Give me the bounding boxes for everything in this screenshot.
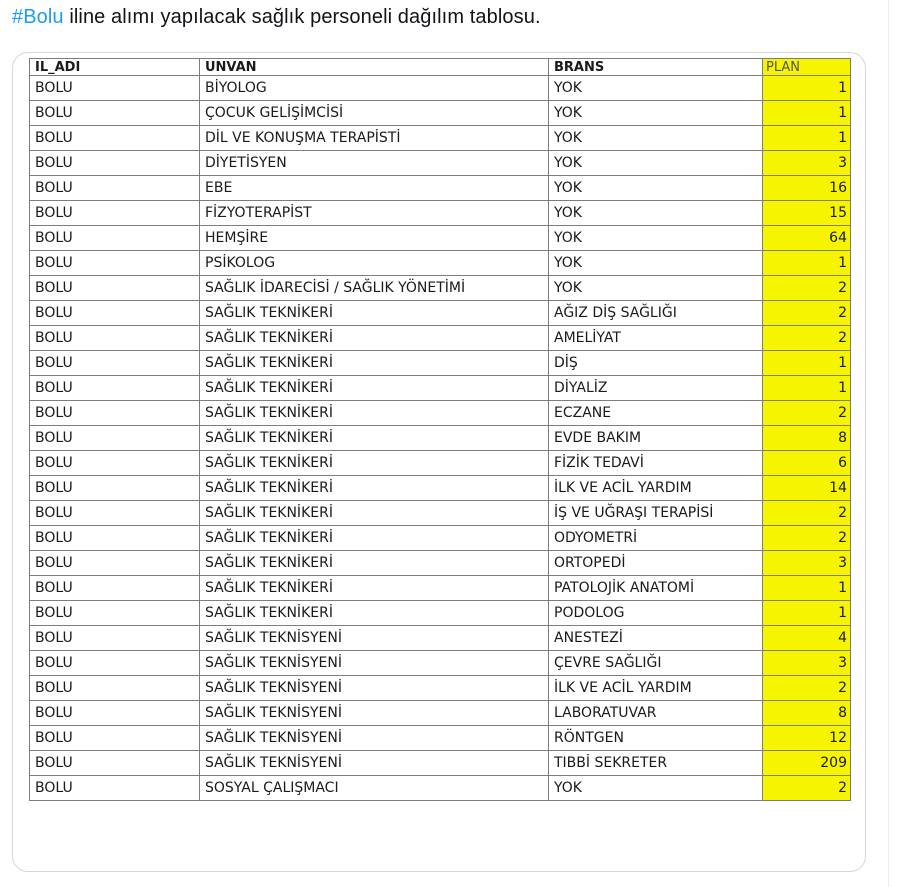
column-header-unvan: UNVAN: [200, 59, 549, 76]
cell-brans: YOK: [549, 151, 763, 176]
column-header-brans: BRANS: [549, 59, 763, 76]
cell-il-adi: BOLU: [30, 301, 200, 326]
table-row: [30, 601, 851, 626]
cell-il-adi: BOLU: [30, 751, 200, 776]
cell-brans: RÖNTGEN: [549, 726, 763, 751]
cell-il-adi: BOLU: [30, 476, 200, 501]
cell-il-adi: BOLU: [30, 151, 200, 176]
cell-brans: FİZİK TEDAVİ: [549, 451, 763, 476]
tweet-body: iline alımı yapılacak sağlık personeli dağılım tablosu.: [63, 6, 541, 28]
cell-brans: YOK: [549, 176, 763, 201]
cell-brans: AĞIZ DİŞ SAĞLIĞI: [549, 301, 763, 326]
cell-unvan: SAĞLIK TEKNİKERİ: [200, 401, 549, 426]
cell-il-adi: BOLU: [30, 676, 200, 701]
cell-brans: ODYOMETRİ: [549, 526, 763, 551]
table-row: [30, 351, 851, 376]
cell-il-adi: BOLU: [30, 76, 200, 101]
cell-il-adi: BOLU: [30, 426, 200, 451]
table-row: [30, 526, 851, 551]
cell-unvan: SAĞLIK TEKNİKERİ: [200, 376, 549, 401]
table-header-row: [30, 59, 851, 76]
cell-il-adi: BOLU: [30, 651, 200, 676]
cell-unvan: SAĞLIK TEKNİSYENİ: [200, 701, 549, 726]
table-row: [30, 251, 851, 276]
cell-brans: YOK: [549, 226, 763, 251]
cell-brans: ECZANE: [549, 401, 763, 426]
cell-unvan: SAĞLIK TEKNİSYENİ: [200, 676, 549, 701]
cell-brans: YOK: [549, 126, 763, 151]
cell-plan: 2: [763, 676, 851, 701]
table-row: [30, 126, 851, 151]
cell-plan: 2: [763, 326, 851, 351]
table-row: [30, 626, 851, 651]
cell-brans: YOK: [549, 251, 763, 276]
cell-unvan: SAĞLIK TEKNİSYENİ: [200, 651, 549, 676]
table-row: [30, 726, 851, 751]
cell-unvan: SAĞLIK TEKNİKERİ: [200, 326, 549, 351]
cell-plan: 1: [763, 76, 851, 101]
cell-plan: 2: [763, 526, 851, 551]
cell-unvan: SOSYAL ÇALIŞMACI: [200, 776, 549, 801]
table-body: [30, 76, 851, 801]
table-row: [30, 751, 851, 776]
table-row: [30, 476, 851, 501]
cell-plan: 12: [763, 726, 851, 751]
cell-unvan: DİYETİSYEN: [200, 151, 549, 176]
table-row: [30, 226, 851, 251]
cell-brans: İLK VE ACİL YARDIM: [549, 676, 763, 701]
cell-unvan: SAĞLIK TEKNİKERİ: [200, 576, 549, 601]
cell-unvan: SAĞLIK TEKNİKERİ: [200, 451, 549, 476]
cell-brans: ÇEVRE SAĞLIĞI: [549, 651, 763, 676]
timeline-divider: [888, 0, 889, 887]
cell-il-adi: BOLU: [30, 251, 200, 276]
cell-unvan: DİL VE KONUŞMA TERAPİSTİ: [200, 126, 549, 151]
cell-brans: ANESTEZİ: [549, 626, 763, 651]
cell-il-adi: BOLU: [30, 326, 200, 351]
table-row: [30, 301, 851, 326]
column-header-plan: PLAN: [763, 59, 851, 76]
cell-il-adi: BOLU: [30, 226, 200, 251]
cell-plan: 15: [763, 201, 851, 226]
column-header-il-adi: IL_ADI: [30, 59, 200, 76]
cell-plan: 2: [763, 276, 851, 301]
cell-plan: 1: [763, 126, 851, 151]
cell-unvan: SAĞLIK TEKNİSYENİ: [200, 726, 549, 751]
cell-brans: LABORATUVAR: [549, 701, 763, 726]
cell-unvan: SAĞLIK TEKNİKERİ: [200, 526, 549, 551]
cell-il-adi: BOLU: [30, 526, 200, 551]
cell-il-adi: BOLU: [30, 376, 200, 401]
cell-il-adi: BOLU: [30, 201, 200, 226]
cell-il-adi: BOLU: [30, 701, 200, 726]
cell-plan: 2: [763, 301, 851, 326]
cell-plan: 14: [763, 476, 851, 501]
cell-unvan: SAĞLIK TEKNİSYENİ: [200, 751, 549, 776]
cell-brans: TIBBİ SEKRETER: [549, 751, 763, 776]
table-row: [30, 776, 851, 801]
personnel-table: [29, 58, 851, 801]
cell-plan: 2: [763, 501, 851, 526]
cell-plan: 209: [763, 751, 851, 776]
tweet-text: [12, 6, 541, 29]
cell-plan: 6: [763, 451, 851, 476]
table-row: [30, 76, 851, 101]
cell-brans: YOK: [549, 76, 763, 101]
cell-plan: 1: [763, 101, 851, 126]
cell-unvan: SAĞLIK TEKNİKERİ: [200, 476, 549, 501]
cell-plan: 1: [763, 251, 851, 276]
cell-brans: PATOLOJİK ANATOMİ: [549, 576, 763, 601]
cell-plan: 1: [763, 376, 851, 401]
table-row: [30, 401, 851, 426]
cell-unvan: SAĞLIK TEKNİKERİ: [200, 351, 549, 376]
cell-plan: 16: [763, 176, 851, 201]
table-row: [30, 276, 851, 301]
cell-brans: İŞ VE UĞRAŞI TERAPİSİ: [549, 501, 763, 526]
cell-il-adi: BOLU: [30, 551, 200, 576]
tweet-media-image[interactable]: [12, 52, 866, 872]
table-row: [30, 576, 851, 601]
cell-brans: DİŞ: [549, 351, 763, 376]
cell-brans: İLK VE ACİL YARDIM: [549, 476, 763, 501]
cell-plan: 2: [763, 776, 851, 801]
cell-il-adi: BOLU: [30, 726, 200, 751]
cell-plan: 3: [763, 651, 851, 676]
cell-unvan: HEMŞİRE: [200, 226, 549, 251]
cell-plan: 8: [763, 426, 851, 451]
cell-il-adi: BOLU: [30, 501, 200, 526]
cell-il-adi: BOLU: [30, 276, 200, 301]
cell-plan: 64: [763, 226, 851, 251]
table-row: [30, 676, 851, 701]
cell-plan: 3: [763, 151, 851, 176]
cell-brans: AMELİYAT: [549, 326, 763, 351]
cell-il-adi: BOLU: [30, 576, 200, 601]
table-row: [30, 451, 851, 476]
cell-unvan: SAĞLIK TEKNİKERİ: [200, 426, 549, 451]
cell-il-adi: BOLU: [30, 776, 200, 801]
cell-il-adi: BOLU: [30, 351, 200, 376]
cell-il-adi: BOLU: [30, 601, 200, 626]
cell-brans: DİYALİZ: [549, 376, 763, 401]
cell-plan: 2: [763, 401, 851, 426]
table-row: [30, 701, 851, 726]
table-row: [30, 176, 851, 201]
cell-il-adi: BOLU: [30, 101, 200, 126]
cell-plan: 8: [763, 701, 851, 726]
table-row: [30, 376, 851, 401]
cell-unvan: SAĞLIK TEKNİKERİ: [200, 501, 549, 526]
cell-brans: YOK: [549, 776, 763, 801]
cell-brans: YOK: [549, 101, 763, 126]
cell-plan: 1: [763, 601, 851, 626]
cell-il-adi: BOLU: [30, 401, 200, 426]
table-row: [30, 101, 851, 126]
cell-brans: YOK: [549, 276, 763, 301]
cell-unvan: BİYOLOG: [200, 76, 549, 101]
table-row: [30, 651, 851, 676]
cell-plan: 1: [763, 576, 851, 601]
cell-unvan: FİZYOTERAPİST: [200, 201, 549, 226]
cell-il-adi: BOLU: [30, 126, 200, 151]
cell-unvan: SAĞLIK TEKNİKERİ: [200, 601, 549, 626]
cell-il-adi: BOLU: [30, 626, 200, 651]
table-row: [30, 326, 851, 351]
table-row: [30, 501, 851, 526]
hashtag-link[interactable]: #Bolu: [12, 6, 64, 28]
table-row: [30, 551, 851, 576]
table-row: [30, 201, 851, 226]
cell-brans: YOK: [549, 201, 763, 226]
cell-brans: ORTOPEDİ: [549, 551, 763, 576]
cell-unvan: PSİKOLOG: [200, 251, 549, 276]
cell-unvan: SAĞLIK TEKNİKERİ: [200, 301, 549, 326]
cell-unvan: ÇOCUK GELİŞİMCİSİ: [200, 101, 549, 126]
table-row: [30, 426, 851, 451]
cell-unvan: SAĞLIK TEKNİKERİ: [200, 551, 549, 576]
cell-brans: EVDE BAKIM: [549, 426, 763, 451]
cell-unvan: EBE: [200, 176, 549, 201]
cell-il-adi: BOLU: [30, 451, 200, 476]
cell-plan: 1: [763, 351, 851, 376]
cell-plan: 4: [763, 626, 851, 651]
cell-unvan: SAĞLIK TEKNİSYENİ: [200, 626, 549, 651]
table-row: [30, 151, 851, 176]
cell-unvan: SAĞLIK İDARECİSİ / SAĞLIK YÖNETİMİ: [200, 276, 549, 301]
cell-il-adi: BOLU: [30, 176, 200, 201]
cell-plan: 3: [763, 551, 851, 576]
cell-brans: PODOLOG: [549, 601, 763, 626]
